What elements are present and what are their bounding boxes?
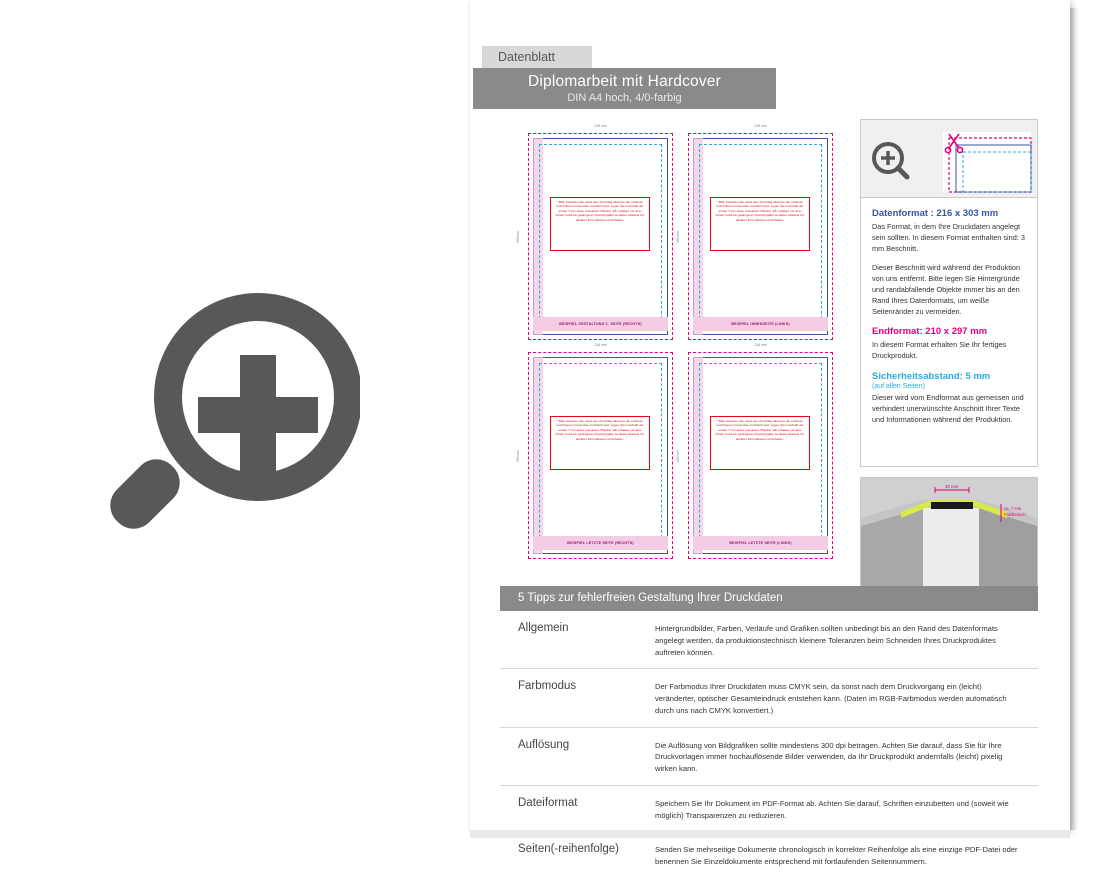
tip-label-farbmodus: Farbmodus (518, 680, 577, 693)
datenformat-text: Das Format, in dem Ihre Druckdaten angelegt sein sollten. In diesem Format enthalten sind: 3 mm Beschnitt. (872, 222, 1025, 253)
beschnitt-text: Dieser Beschnitt wird während der Produktion von uns entfernt. Bitte legen Sie Hintergründe und randabfallende Objekte immer bis an den Rand Ihres Datenformats, um weiße Seitenränder zu vermeiden. (872, 263, 1021, 316)
table-row (500, 728, 1038, 786)
format-info-panel (860, 119, 1038, 467)
page-4-dim-top: 216 mm (754, 343, 767, 347)
page-2-dim-left: 303 mm (675, 230, 680, 243)
format-diagram (861, 120, 1037, 198)
tip-label-allgemein: Allgemein (518, 622, 569, 634)
page-3-note (550, 416, 650, 470)
sicherheitsabstand-title: Sicherheitsabstand: 5 mm (872, 370, 991, 382)
sheet-shadow (1070, 8, 1078, 830)
page-2-footer (693, 317, 828, 331)
preview-placeholder-area (0, 0, 470, 838)
page-2-footer-text: BEISPIEL INNENSEITE (LINKS) (731, 322, 790, 326)
page-preview-grid (515, 119, 848, 579)
sicherheitsabstand-text: Dieser wird vom Endformat aus gemessen und verhindert unerwünschte Anschnitt Ihrer Texte und Informationen während der Produktion. (872, 392, 1024, 424)
magnifier-plus-icon[interactable] (100, 275, 360, 555)
page-4-footer (693, 536, 828, 550)
tip-text-seitenreihenfolge: Senden Sie mehrseitige Dokumente chronologisch in korrekter Reihenfolge als eine einzige PDF-Datei oder benennen Sie Einzeldokumente entsprechend mit fortlaufenden Seitennummern. (655, 845, 1018, 867)
page-preview-2 (675, 124, 833, 340)
datasheet-document (470, 0, 1070, 867)
endformat-title: Endformat: 210 x 297 mm (872, 326, 988, 338)
tip-text-dateiformat: Speichern Sie Ihr Dokument im PDF-Format ab. Achten Sie darauf, Schriften einzubetten und (soweit wie möglich) Transparenzen zu reduzieren. (655, 798, 1009, 820)
page-4-dim-left: 303 mm (675, 449, 680, 462)
endformat-text: In diesem Format erhalten Sie Ihr fertiges Druckprodukt. (872, 340, 1007, 361)
title-band (473, 68, 776, 109)
tip-label-aufloesung: Auflösung (518, 738, 570, 751)
page-subtitle: DIN A4 hoch, 4/0-farbig (567, 92, 682, 104)
tip-text-allgemein: Hintergrundbilder, Farben, Verläufe und Grafiken sollten unbedingt bis an den Rand des Datenformats angelegt werden, da produktionstechnisch kleinere Toleranzen beim Schneiden Ihres Druckproduktes auftreten können. (655, 624, 998, 657)
page-1-note-text: * Bitte beachten Sie, dass der Umschlag direkt an der vorderen und hinteren Innenseite mehrfach sind. Legen Sie innerhalb der ersten 7 mm keine relevanten Objekte. Wir erhalten vor dem Druck. Fehlt ein gefangener Druckvorgabe ist dieser Abstand zur direkten Informationen einzuhalten. (555, 200, 645, 222)
sicherheitsabstand-sub: (auf allen Seiten) (872, 382, 925, 390)
tip-label-dateiformat: Dateiformat (518, 796, 578, 809)
svg-text:Falzbereich: Falzbereich (1004, 512, 1026, 517)
page-3-note-text: * Bitte beachten Sie, dass der Umschlag direkt an der vorderen und hinteren Innenseite mehrfach sind. Legen Sie innerhalb der ersten 7 mm keine relevanten Objekte. Wir erhalten vor dem Druck. Fehlt ein gefangener Druckvorgabe ist dieser Abstand zur direkten Informationen einzuhalten. (555, 419, 645, 441)
page-1-footer-text: BEISPIEL GESTALTUNG 1. SEITE (RECHTS) (559, 322, 642, 326)
datenblatt-tab: Datenblatt (482, 46, 592, 68)
cover-label-right: ca. 7 mm (1004, 506, 1022, 511)
page-3-dim-top: 216 mm (594, 343, 607, 347)
page-1-dim-top: 216 mm (594, 124, 607, 128)
page-2-note-text: * Bitte beachten Sie, dass der Umschlag direkt an der vorderen und hinteren Innenseite mehrfach sind. Legen Sie innerhalb der ersten 7 mm keine relevanten Objekte. Wir erhalten vor dem Druck. Fehlt ein gefangener Druckvorgabe ist dieser Abstand zur direkten Informationen einzuhalten. (715, 200, 805, 222)
table-row (500, 669, 1038, 727)
page-preview-1 (515, 124, 673, 340)
page-4-note (710, 416, 810, 470)
table-row (500, 786, 1038, 833)
document-content (470, 109, 1070, 867)
page-3-footer-text: BEISPIEL LETZTE SEITE (RECHTS) (567, 541, 634, 545)
cover-fold-image (860, 477, 1038, 592)
datenformat-title: Datenformat : 216 x 303 mm (872, 208, 999, 219)
sheet-bottom-edge (470, 830, 1070, 838)
page-preview-4 (675, 343, 833, 559)
page-4-note-text: * Bitte beachten Sie, dass der Umschlag direkt an der vorderen und hinteren Innenseite mehrfach sind. Legen Sie innerhalb der ersten 7 mm keine relevanten Objekte. Wir erhalten vor dem Druck. Fehlt ein gefangener Druckvorgabe ist dieser Abstand zur direkten Informationen einzuhalten. (715, 419, 805, 441)
page-1-note (550, 197, 650, 251)
tip-text-farbmodus: Der Farbmodus Ihrer Druckdaten muss CMYK sein, da sonst nach dem Druckvorgang ein (leicht) veränderter, optischer Gesamteindruck entstehen kann. (Daten im RGB-Farbmodus werden automatisch durch uns nach CMYK konvertiert.) (655, 682, 1007, 715)
page-2-dim-top: 216 mm (754, 124, 767, 128)
page-2-note (710, 197, 810, 251)
page-4-footer-text: BEISPIEL LETZTE SEITE (LINKS) (729, 541, 792, 545)
page-preview-3 (515, 343, 673, 559)
cover-label-top: 30 mm (945, 484, 959, 489)
page-1-footer (533, 317, 668, 331)
table-row (500, 832, 1038, 878)
page-3-dim-left: 303 mm (515, 449, 520, 462)
table-row (500, 611, 1038, 669)
format-info-text (861, 198, 1037, 434)
tips-heading: 5 Tipps zur fehlerfreien Gestaltung Ihrer Druckdaten (500, 586, 1038, 611)
page-1-dim-left: 303 mm (515, 230, 520, 243)
tip-text-aufloesung: Die Auflösung von Bildgrafiken sollte mindestens 300 dpi betragen. Achten Sie darauf, dass Sie für Ihre Druckvorlagen immer hochauflösende Bilder verwenden, da Ihr Druckprodukt andernfalls (leicht) pixelig wirken kann. (655, 740, 1003, 774)
page-title: Diplomarbeit mit Hardcover (528, 73, 721, 90)
page-3-footer (533, 536, 668, 550)
tip-label-seitenreihenfolge: Seiten(-reihenfolge) (518, 843, 620, 856)
